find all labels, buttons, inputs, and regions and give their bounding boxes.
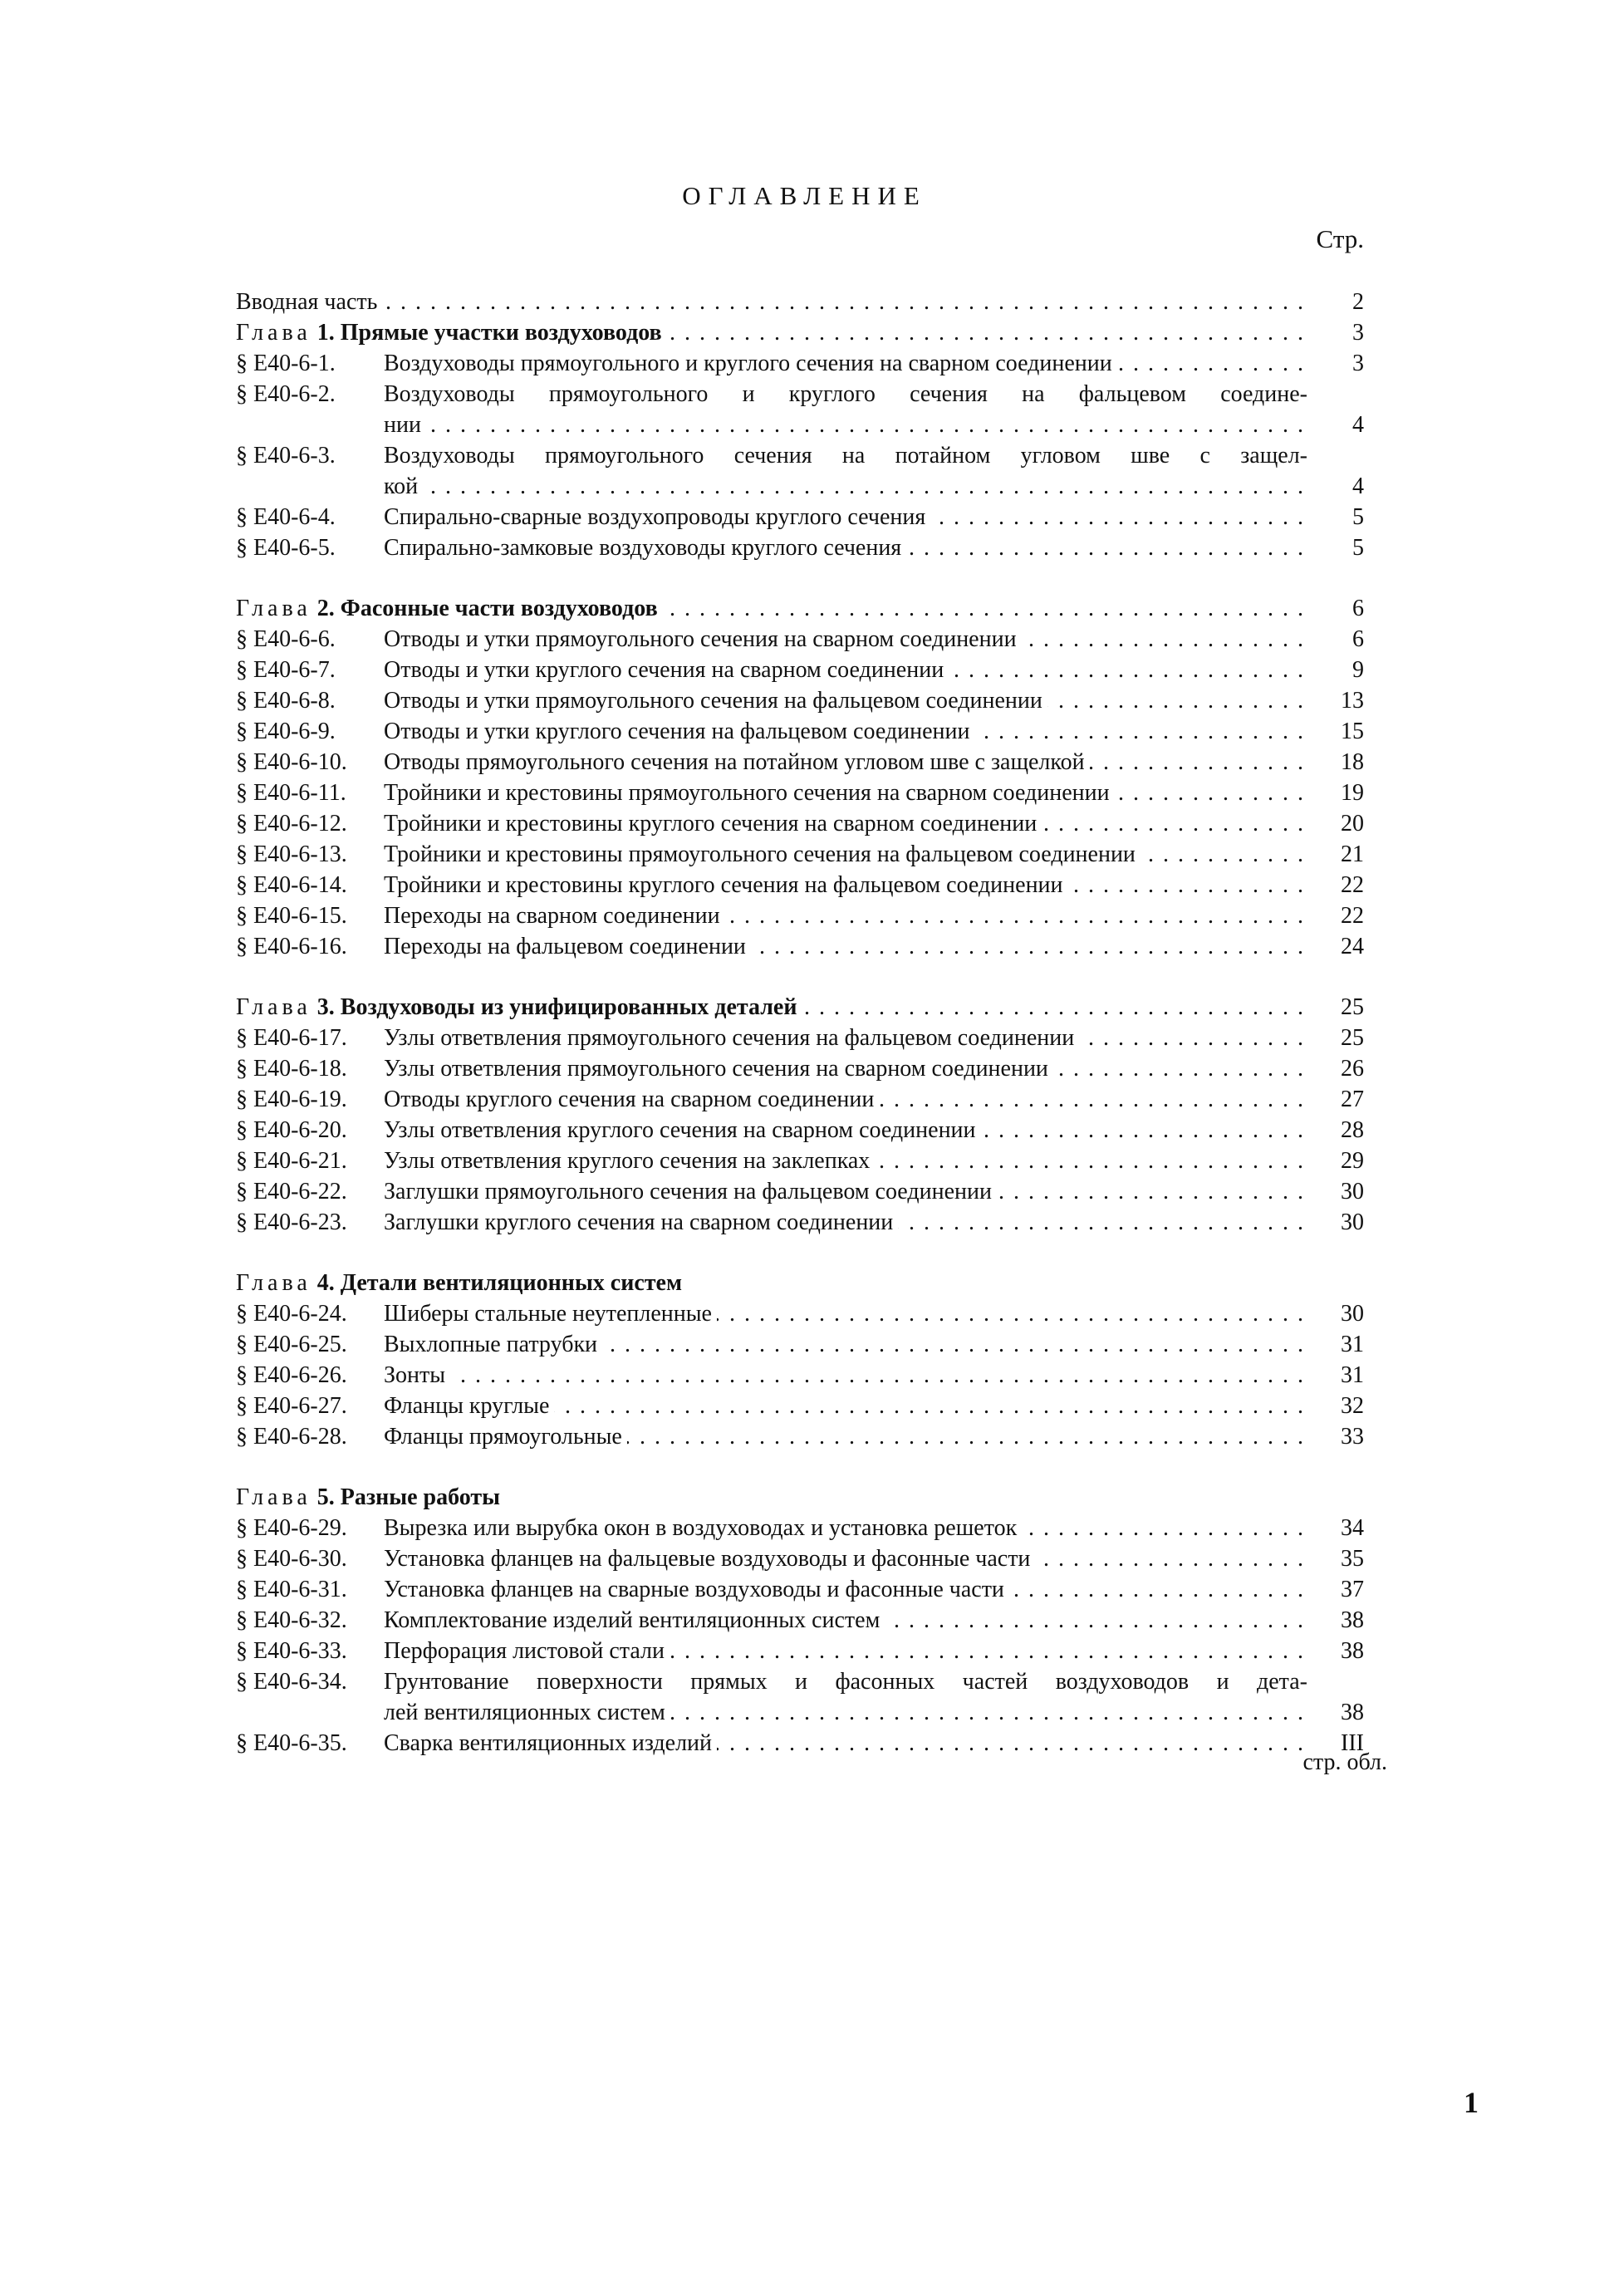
toc-entry-continuation[interactable] — [236, 1697, 1364, 1728]
chapter-title: 1. Прямые участки воздуховодов — [316, 320, 662, 346]
chapter-heading-text — [236, 320, 667, 346]
toc-entry-page: 25 — [1314, 1023, 1364, 1053]
toc-entry-page: 15 — [1314, 716, 1364, 747]
toc-entry-text-group — [236, 749, 1090, 775]
page-number: 1 — [1464, 2086, 1479, 2119]
toc-entry[interactable] — [236, 1115, 1364, 1146]
paragraph-number: § Е40-6-18. — [236, 1053, 384, 1084]
toc-entry-page: 19 — [1314, 778, 1364, 808]
toc-entry-page: 2 — [1314, 287, 1364, 317]
paragraph-number: § Е40-6-24. — [236, 1298, 384, 1329]
toc-entry-page: 22 — [1314, 870, 1364, 900]
toc-entry-text: Сварка вентиляционных изделий — [384, 1730, 713, 1756]
toc-entry-text-group — [236, 1332, 602, 1357]
toc-entry[interactable] — [236, 778, 1364, 808]
toc-entry-text: Переходы на фальцевом соединении — [384, 934, 746, 959]
toc-entry-text-group — [236, 626, 1022, 652]
toc-entry-text: Фланцы круглые — [384, 1393, 550, 1419]
toc-entry-page: 20 — [1314, 808, 1364, 839]
toc-entry-text: Отводы круглого сечения на сварном соединении — [384, 1087, 875, 1112]
chapter-heading-text — [236, 1484, 505, 1510]
toc-entry-text: Отводы и утки прямоугольного сечения на сварном соединении — [384, 626, 1017, 652]
toc-entry[interactable] — [236, 348, 1364, 379]
toc-entry-text-group — [236, 903, 725, 929]
paragraph-number: § Е40-6-25. — [236, 1329, 384, 1360]
paragraph-number: § Е40-6-16. — [236, 931, 384, 962]
chapter-label: Глава — [236, 994, 311, 1020]
paragraph-number: § Е40-6-17. — [236, 1023, 384, 1053]
toc-entry-page: 18 — [1314, 747, 1364, 778]
toc-entry-text: Отводы прямоугольного сечения на потайном угловом шве с защелкой — [384, 749, 1085, 775]
toc-entry-page: 9 — [1314, 655, 1364, 685]
toc-entry[interactable] — [236, 1084, 1364, 1115]
paragraph-number: § Е40-6-14. — [236, 870, 384, 900]
paragraph-number: § Е40-6-5. — [236, 532, 384, 563]
toc-entry-text-group — [236, 1148, 875, 1174]
chapter-heading[interactable] — [236, 317, 1364, 348]
toc-entry[interactable] — [236, 1146, 1364, 1176]
toc-entry-text-group — [236, 351, 1117, 376]
toc-entry-text-group — [236, 1087, 879, 1112]
paragraph-number: § Е40-6-15. — [236, 900, 384, 931]
paragraph-number: § Е40-6-2. — [236, 381, 336, 407]
toc-entry-page: 3 — [1314, 348, 1364, 379]
toc-entry[interactable] — [236, 1053, 1364, 1084]
toc-entry-page: 38 — [1314, 1605, 1364, 1636]
toc-entry[interactable] — [236, 747, 1364, 778]
chapter-heading-text — [236, 596, 663, 621]
page-column-label: Стр. — [1316, 224, 1364, 253]
chapter-heading-text — [236, 1270, 687, 1296]
chapter-gap — [236, 1452, 1364, 1482]
toc-entry-text: Отводы и утки круглого сечения на фальцевом соединении — [384, 719, 970, 744]
paragraph-number: § Е40-6-22. — [236, 1176, 384, 1207]
toc-entry-page: 13 — [1314, 685, 1364, 716]
toc-entry-text: Установка фланцев на сварные воздуховоды и фасонные части — [384, 1577, 1004, 1602]
paragraph-number: § Е40-6-23. — [236, 1207, 384, 1238]
toc-entry-text: Переходы на сварном соединении — [384, 903, 720, 929]
toc-entry[interactable] — [236, 624, 1364, 655]
toc-entry-page: 24 — [1314, 931, 1364, 962]
chapter-label: Глава — [236, 320, 311, 346]
toc-entry-text: Воздуховоды прямоугольного и круглого сечения на фальцевом соедине- — [384, 381, 1307, 407]
toc-entry-page: 37 — [1314, 1574, 1364, 1605]
toc-entry-text: нии — [236, 412, 426, 438]
toc-entry-text-group — [236, 1730, 717, 1756]
chapter-gap — [236, 1238, 1364, 1268]
toc-entry-text: Воздуховоды прямоугольного сечения на потайном угловом шве с защел- — [384, 443, 1307, 469]
paragraph-number: § Е40-6-21. — [236, 1146, 384, 1176]
toc-entry[interactable] — [236, 532, 1364, 563]
toc-entry-text-group — [236, 811, 1042, 836]
chapter-heading-text — [236, 994, 802, 1020]
chapter-title: 3. Воздуховоды из унифицированных деталей — [316, 994, 797, 1020]
chapter-heading[interactable] — [236, 1482, 1364, 1513]
toc-entry[interactable] — [236, 1298, 1364, 1329]
toc-entry-page: 5 — [1314, 532, 1364, 563]
toc-entry-text: Спирально-сварные воздухопроводы круглого сечения — [384, 504, 926, 530]
toc-entry[interactable] — [236, 1513, 1364, 1543]
toc-entry-text-group — [236, 1424, 627, 1450]
toc-entry-text: Выхлопные патрубки — [384, 1332, 598, 1357]
paragraph-number: § Е40-6-33. — [236, 1636, 384, 1666]
paragraph-number: § Е40-6-13. — [236, 839, 384, 870]
toc-entry-page: 28 — [1314, 1115, 1364, 1146]
toc-intro-entry[interactable] — [236, 287, 1364, 317]
toc-entry-text: Установка фланцев на фальцевые воздуховоды и фасонные части — [384, 1546, 1031, 1572]
toc-entry[interactable] — [236, 1728, 1364, 1759]
chapter-gap — [236, 563, 1364, 593]
toc-entry-text: кой — [236, 473, 423, 499]
chapter-page: 6 — [1314, 593, 1364, 624]
table-of-contents — [236, 287, 1364, 1759]
toc-entry[interactable] — [236, 1605, 1364, 1636]
toc-entry-text: Воздуховоды прямоугольного и круглого сечения на сварном соединении — [384, 351, 1112, 376]
toc-entry-page: III — [1314, 1728, 1364, 1759]
toc-entry-page: 6 — [1314, 624, 1364, 655]
paragraph-number: § Е40-6-4. — [236, 502, 384, 532]
toc-entry-page: 27 — [1314, 1084, 1364, 1115]
chapter-gap — [236, 962, 1364, 992]
toc-entry-continuation[interactable] — [236, 471, 1364, 502]
toc-entry-text-group — [236, 1607, 885, 1633]
toc-entry[interactable] — [236, 1023, 1364, 1053]
toc-entry-text-group — [236, 780, 1115, 806]
toc-entry-text: Шиберы стальные неутепленные — [384, 1301, 712, 1327]
toc-entry-text-group — [236, 688, 1047, 714]
toc-entry-text: Спирально-замковые воздуховоды круглого сечения — [384, 535, 902, 561]
toc-entry[interactable] — [236, 655, 1364, 685]
toc-entry[interactable] — [236, 1636, 1364, 1666]
toc-entry[interactable] — [236, 1329, 1364, 1360]
toc-entry[interactable] — [236, 1421, 1364, 1452]
paragraph-number: § Е40-6-32. — [236, 1605, 384, 1636]
toc-entry-text: Тройники и крестовины прямоугольного сечения на фальцевом соединении — [384, 841, 1136, 867]
toc-entry-text: Узлы ответвления прямоугольного сечения на фальцевом соединении — [384, 1025, 1075, 1051]
paragraph-number: § Е40-6-30. — [236, 1543, 384, 1574]
toc-entry-text-group — [236, 1301, 717, 1327]
toc-entry-text-group — [236, 1209, 898, 1235]
toc-entry-text: Узлы ответвления круглого сечения на сварном соединении — [384, 1117, 976, 1143]
paragraph-number: § Е40-6-9. — [236, 716, 384, 747]
toc-entry[interactable] — [236, 1360, 1364, 1391]
toc-entry-text-group — [236, 504, 930, 530]
toc-entry-text-group — [236, 1546, 1035, 1572]
paragraph-number: § Е40-6-6. — [236, 624, 384, 655]
toc-entry-text: Тройники и крестовины прямоугольного сечения на сварном соединении — [384, 780, 1110, 806]
chapter-heading[interactable] — [236, 1268, 1364, 1298]
toc-entry-text: Вырезка или вырубка окон в воздуховодах и установка решеток — [384, 1515, 1018, 1541]
toc-entry-text: Отводы и утки прямоугольного сечения на фальцевом соединении — [384, 688, 1042, 714]
toc-entry-text: Перфорация листовой стали — [384, 1638, 665, 1664]
toc-entry-text-group — [236, 719, 974, 744]
paragraph-number: § Е40-6-35. — [236, 1728, 384, 1759]
toc-entry[interactable] — [236, 1207, 1364, 1238]
cover-page-note: стр. обл. — [1302, 1749, 1387, 1775]
toc-entry-text: Заглушки круглого сечения на сварном соединении — [384, 1209, 894, 1235]
toc-entry[interactable] — [236, 839, 1364, 870]
toc-entry-page: 30 — [1314, 1207, 1364, 1238]
toc-entry-text-group — [236, 1638, 670, 1664]
paragraph-number: § Е40-6-1. — [236, 348, 384, 379]
chapter-title: 2. Фасонные части воздуховодов — [316, 596, 658, 621]
toc-entry-text-group — [236, 1179, 997, 1204]
toc-entry[interactable] — [236, 870, 1364, 900]
toc-entry[interactable] — [236, 1176, 1364, 1207]
toc-entry[interactable] — [236, 808, 1364, 839]
paragraph-number: § Е40-6-19. — [236, 1084, 384, 1115]
toc-entry-text-group — [236, 1393, 554, 1419]
toc-entry-page: 4 — [1314, 410, 1364, 440]
paragraph-number: § Е40-6-10. — [236, 747, 384, 778]
toc-entry-text: Узлы ответвления прямоугольного сечения на сварном соединении — [384, 1056, 1048, 1082]
paragraph-number: § Е40-6-31. — [236, 1574, 384, 1605]
toc-entry-page: 31 — [1314, 1360, 1364, 1391]
toc-entry-page: 30 — [1314, 1176, 1364, 1207]
toc-entry-text-group — [236, 535, 906, 561]
toc-entry-text: Узлы ответвления круглого сечения на заклепках — [384, 1148, 871, 1174]
toc-entry-text-group — [236, 872, 1068, 898]
chapter-label: Глава — [236, 1484, 311, 1510]
paragraph-number: § Е40-6-8. — [236, 685, 384, 716]
toc-entry[interactable] — [236, 502, 1364, 532]
chapter-page: 25 — [1314, 992, 1364, 1023]
toc-entry-continuation[interactable] — [236, 410, 1364, 440]
page-title: ОГЛАВЛЕНИЕ — [682, 181, 927, 210]
chapter-title: 5. Разные работы — [316, 1484, 500, 1510]
chapter-label: Глава — [236, 596, 311, 621]
paragraph-number: § Е40-6-29. — [236, 1513, 384, 1543]
toc-entry-text-group — [236, 657, 949, 683]
toc-entry-text: лей вентиляционных систем — [236, 1700, 670, 1725]
paragraph-number: § Е40-6-34. — [236, 1669, 347, 1695]
toc-entry[interactable] — [236, 685, 1364, 716]
toc-entry-text: Вводная часть — [236, 289, 382, 315]
toc-entry-page: 29 — [1314, 1146, 1364, 1176]
chapter-label: Глава — [236, 1270, 311, 1296]
paragraph-number: § Е40-6-27. — [236, 1391, 384, 1421]
toc-entry-text-group — [236, 841, 1141, 867]
toc-entry-text: Заглушки прямоугольного сечения на фальцевом соединении — [384, 1179, 992, 1204]
toc-entry-text: Тройники и крестовины круглого сечения на сварном соединении — [384, 811, 1038, 836]
toc-entry-text: Грунтование поверхности прямых и фасонных частей воздуховодов и дета- — [384, 1669, 1307, 1695]
paragraph-number: § Е40-6-3. — [236, 443, 336, 469]
toc-entry[interactable] — [236, 1543, 1364, 1574]
toc-entry-page: 34 — [1314, 1513, 1364, 1543]
toc-entry[interactable] — [236, 1574, 1364, 1605]
toc-entry[interactable] — [236, 900, 1364, 931]
toc-entry[interactable] — [236, 440, 1364, 471]
chapter-heading[interactable] — [236, 593, 1364, 624]
toc-entry[interactable] — [236, 379, 1364, 410]
toc-entry-page: 4 — [1314, 471, 1364, 502]
toc-entry-page: 32 — [1314, 1391, 1364, 1421]
toc-entry-page: 33 — [1314, 1421, 1364, 1452]
dot-leader — [236, 287, 1306, 317]
paragraph-number: § Е40-6-12. — [236, 808, 384, 839]
toc-entry-page: 26 — [1314, 1053, 1364, 1084]
toc-entry-text-group — [236, 1117, 981, 1143]
chapter-title: 4. Детали вентиляционных систем — [316, 1270, 683, 1296]
toc-entry-text: Отводы и утки круглого сечения на сварном соединении — [384, 657, 944, 683]
toc-entry-page: 35 — [1314, 1543, 1364, 1574]
toc-entry-text-group — [236, 1515, 1022, 1541]
paragraph-number: § Е40-6-20. — [236, 1115, 384, 1146]
toc-entry-page: 22 — [1314, 900, 1364, 931]
paragraph-number: § Е40-6-7. — [236, 655, 384, 685]
toc-entry[interactable] — [236, 1391, 1364, 1421]
toc-entry-page: 38 — [1314, 1636, 1364, 1666]
toc-entry-text-group — [236, 1577, 1009, 1602]
toc-entry[interactable] — [236, 931, 1364, 962]
chapter-heading[interactable] — [236, 992, 1364, 1023]
toc-entry-text-group — [236, 934, 751, 959]
toc-entry-text: Зонты — [384, 1362, 446, 1388]
toc-entry-text-group — [236, 1056, 1053, 1082]
toc-entry-page: 38 — [1314, 1697, 1364, 1728]
toc-entry-page: 21 — [1314, 839, 1364, 870]
toc-entry-text-group — [236, 1362, 450, 1388]
paragraph-number: § Е40-6-11. — [236, 778, 384, 808]
paragraph-number: § Е40-6-26. — [236, 1360, 384, 1391]
toc-entry-text: Комплектование изделий вентиляционных систем — [384, 1607, 881, 1633]
toc-entry-page: 30 — [1314, 1298, 1364, 1329]
toc-entry-text: Тройники и крестовины круглого сечения на фальцевом соединении — [384, 872, 1063, 898]
toc-entry-text: Фланцы прямоугольные — [384, 1424, 622, 1450]
toc-entry-page: 5 — [1314, 502, 1364, 532]
toc-entry[interactable] — [236, 716, 1364, 747]
toc-entry[interactable] — [236, 1666, 1364, 1697]
paragraph-number: § Е40-6-28. — [236, 1421, 384, 1452]
toc-entry-page: 31 — [1314, 1329, 1364, 1360]
chapter-page: 3 — [1314, 317, 1364, 348]
toc-entry-text-group — [236, 1025, 1079, 1051]
